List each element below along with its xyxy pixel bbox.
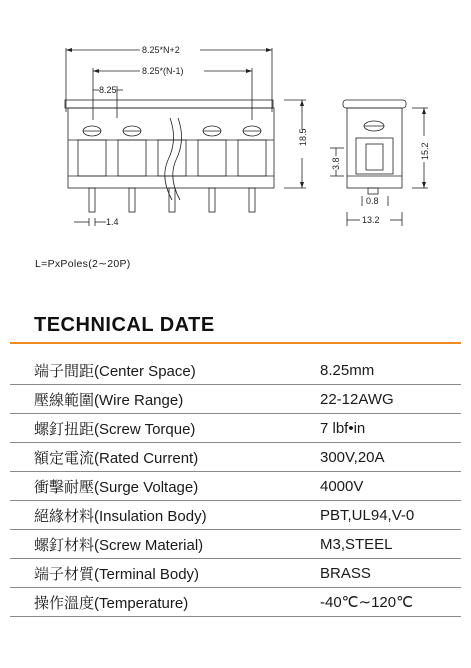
- spec-label: 壓線範圍(Wire Range): [10, 385, 292, 414]
- spec-value: 8.25mm: [292, 356, 461, 385]
- spec-label: 衝擊耐壓(Surge Voltage): [10, 472, 292, 501]
- dim-pitch: 8.25: [99, 85, 117, 95]
- dim-overall-length: 8.25*N+2: [142, 45, 180, 55]
- poles-formula: L=PxPoles(2∼20P): [35, 258, 131, 270]
- spec-value: PBT,UL94,V-0: [292, 501, 461, 530]
- dim-pin-height: 3.8: [331, 157, 341, 170]
- dim-side-height: 15.2: [420, 142, 430, 160]
- spec-table: [10, 356, 461, 617]
- dim-depth: 13.2: [362, 215, 380, 225]
- spec-row: [10, 356, 461, 385]
- dim-height: 18.5: [298, 128, 308, 146]
- spec-row: [10, 414, 461, 443]
- spec-label: 絕緣材料(Insulation Body): [10, 501, 292, 530]
- spec-row: [10, 501, 461, 530]
- dim-pin-spacing: 0.8: [366, 196, 379, 206]
- spec-value: 4000V: [292, 472, 461, 501]
- spec-row: [10, 385, 461, 414]
- dim-pin-width: 1.4: [106, 217, 119, 227]
- dim-pitch-span: 8.25*(N-1): [142, 66, 184, 76]
- spec-value: 300V,20A: [292, 443, 461, 472]
- spec-value: M3,STEEL: [292, 530, 461, 559]
- spec-label: 螺釘材料(Screw Material): [10, 530, 292, 559]
- spec-row: [10, 530, 461, 559]
- spec-label: 螺釘扭距(Screw Torque): [10, 414, 292, 443]
- spec-label: 額定電流(Rated Current): [10, 443, 292, 472]
- spec-label: 端子材質(Terminal Body): [10, 559, 292, 588]
- spec-row: [10, 443, 461, 472]
- spec-label: 操作溫度(Temperature): [10, 588, 292, 617]
- terminal-block-drawing: [0, 0, 471, 250]
- spec-value: 7 lbf•in: [292, 414, 461, 443]
- section-title: TECHNICAL DATE: [34, 314, 215, 336]
- accent-divider: [10, 342, 461, 344]
- spec-value: BRASS: [292, 559, 461, 588]
- spec-row: [10, 559, 461, 588]
- spec-label: 端子間距(Center Space): [10, 356, 292, 385]
- spec-row: [10, 472, 461, 501]
- spec-value: 22-12AWG: [292, 385, 461, 414]
- spec-value: -40℃∼120℃: [292, 588, 461, 617]
- spec-row: [10, 588, 461, 617]
